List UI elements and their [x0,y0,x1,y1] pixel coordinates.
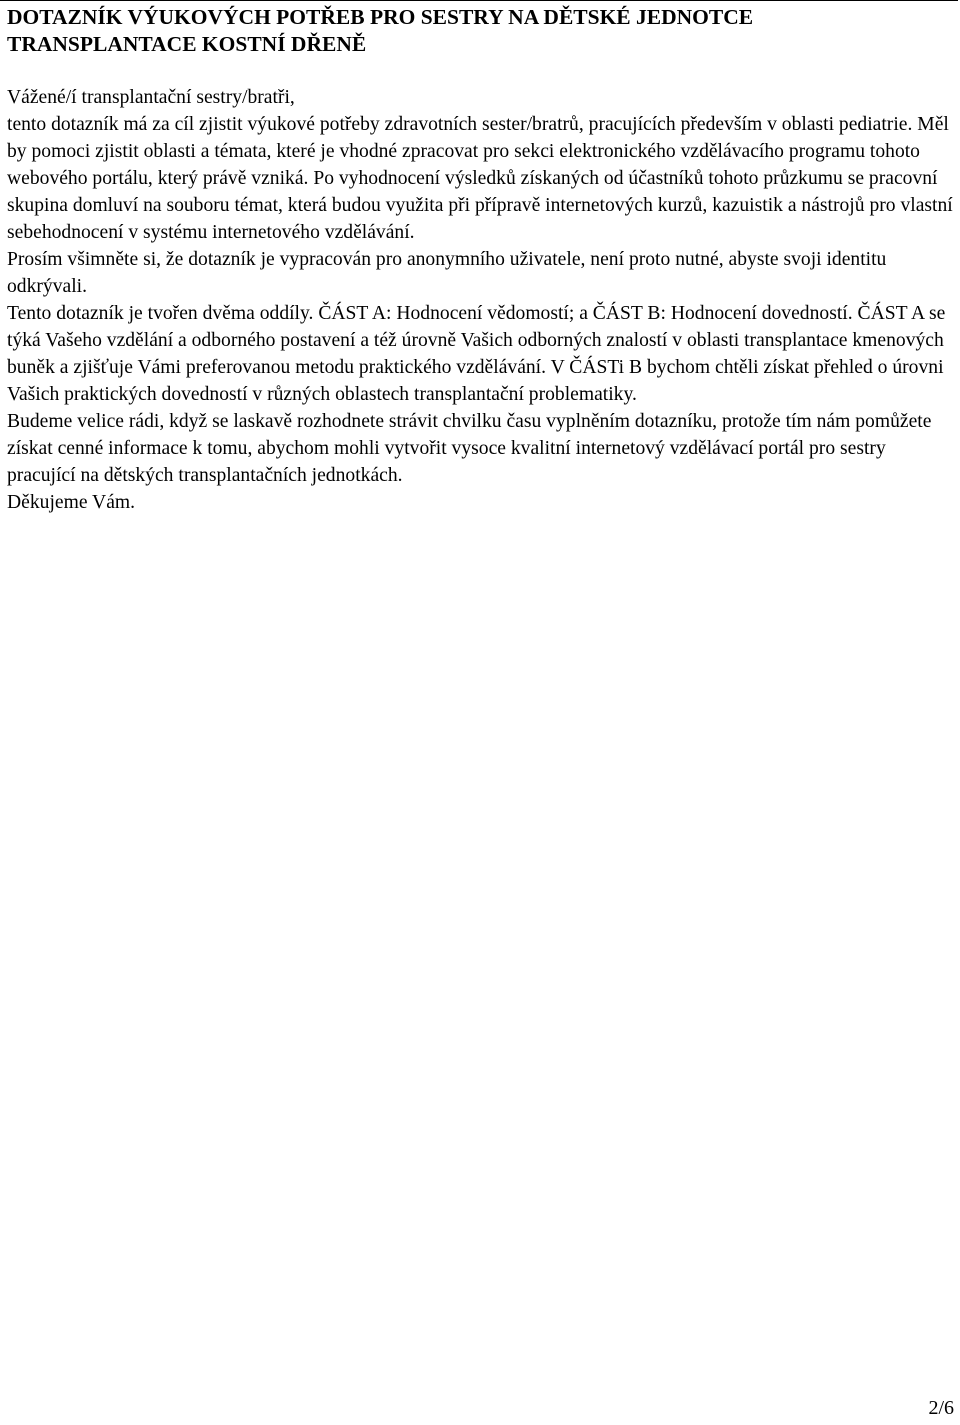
top-rule [0,0,958,1]
paragraph-purpose: tento dotazník má za cíl zjistit výukové potřeby zdravotních sester/bratrů, pracujících především v oblasti pediatrie. Měl by pomoci zjistit oblasti a témata, které je vhodné zpracovat pro sekci elektronického vzdělávacího programu tohoto webového portálu, který právě vzniká. Po vyhodnocení výsledků získaných od účastníků tohoto průzkumu se pracovní skupina domluví na souboru témat, která budou využita při přípravě internetových kurzů, kazuistik a nástrojů pro vlastní sebehodnocení v systému internetového vzdělávání. [7,114,953,243]
paragraph-request: Budeme velice rádi, když se laskavě rozhodnete strávit chvilku času vyplněním dotazníku, protože tím nám pomůžete získat cenné informace k tomu, abychom mohli vytvořit vysoce kvalitní internetový vzdělávací portál pro sestry pracující na dětských transplantačních jednotkách. [7,411,932,486]
salutation: Vážené/í transplantační sestry/bratři, [7,87,295,108]
page-number: 2/6 [928,1397,954,1419]
document-title [7,4,952,58]
closing-thanks: Děkujeme Vám. [7,492,136,513]
document-body [7,84,955,516]
title-line-1: DOTAZNÍK VÝUKOVÝCH POTŘEB PRO SESTRY NA DĚTSKÉ JEDNOTCE [7,5,754,29]
paragraph-anonymity: Prosím všimněte si, že dotazník je vypracován pro anonymního uživatele, není proto nutné, abyste svoji identitu odkrývali. [7,249,887,297]
paragraph-sections: Tento dotazník je tvořen dvěma oddíly. ČÁST A: Hodnocení vědomostí; a ČÁST B: Hodnocení dovedností. ČÁST A se týká Vašeho vzdělání a odborného postavení a též úrovně Vašich odborných znalostí v oblasti transplantace kmenových buněk a zjišťuje Vámi preferovanou metodu praktického vzdělávání. V ČÁSTi B bychom chtěli získat přehled o úrovni Vašich praktických dovedností v různých oblastech transplantační problematiky. [7,303,946,405]
title-line-2: TRANSPLANTACE KOSTNÍ DŘENĚ [7,32,367,56]
